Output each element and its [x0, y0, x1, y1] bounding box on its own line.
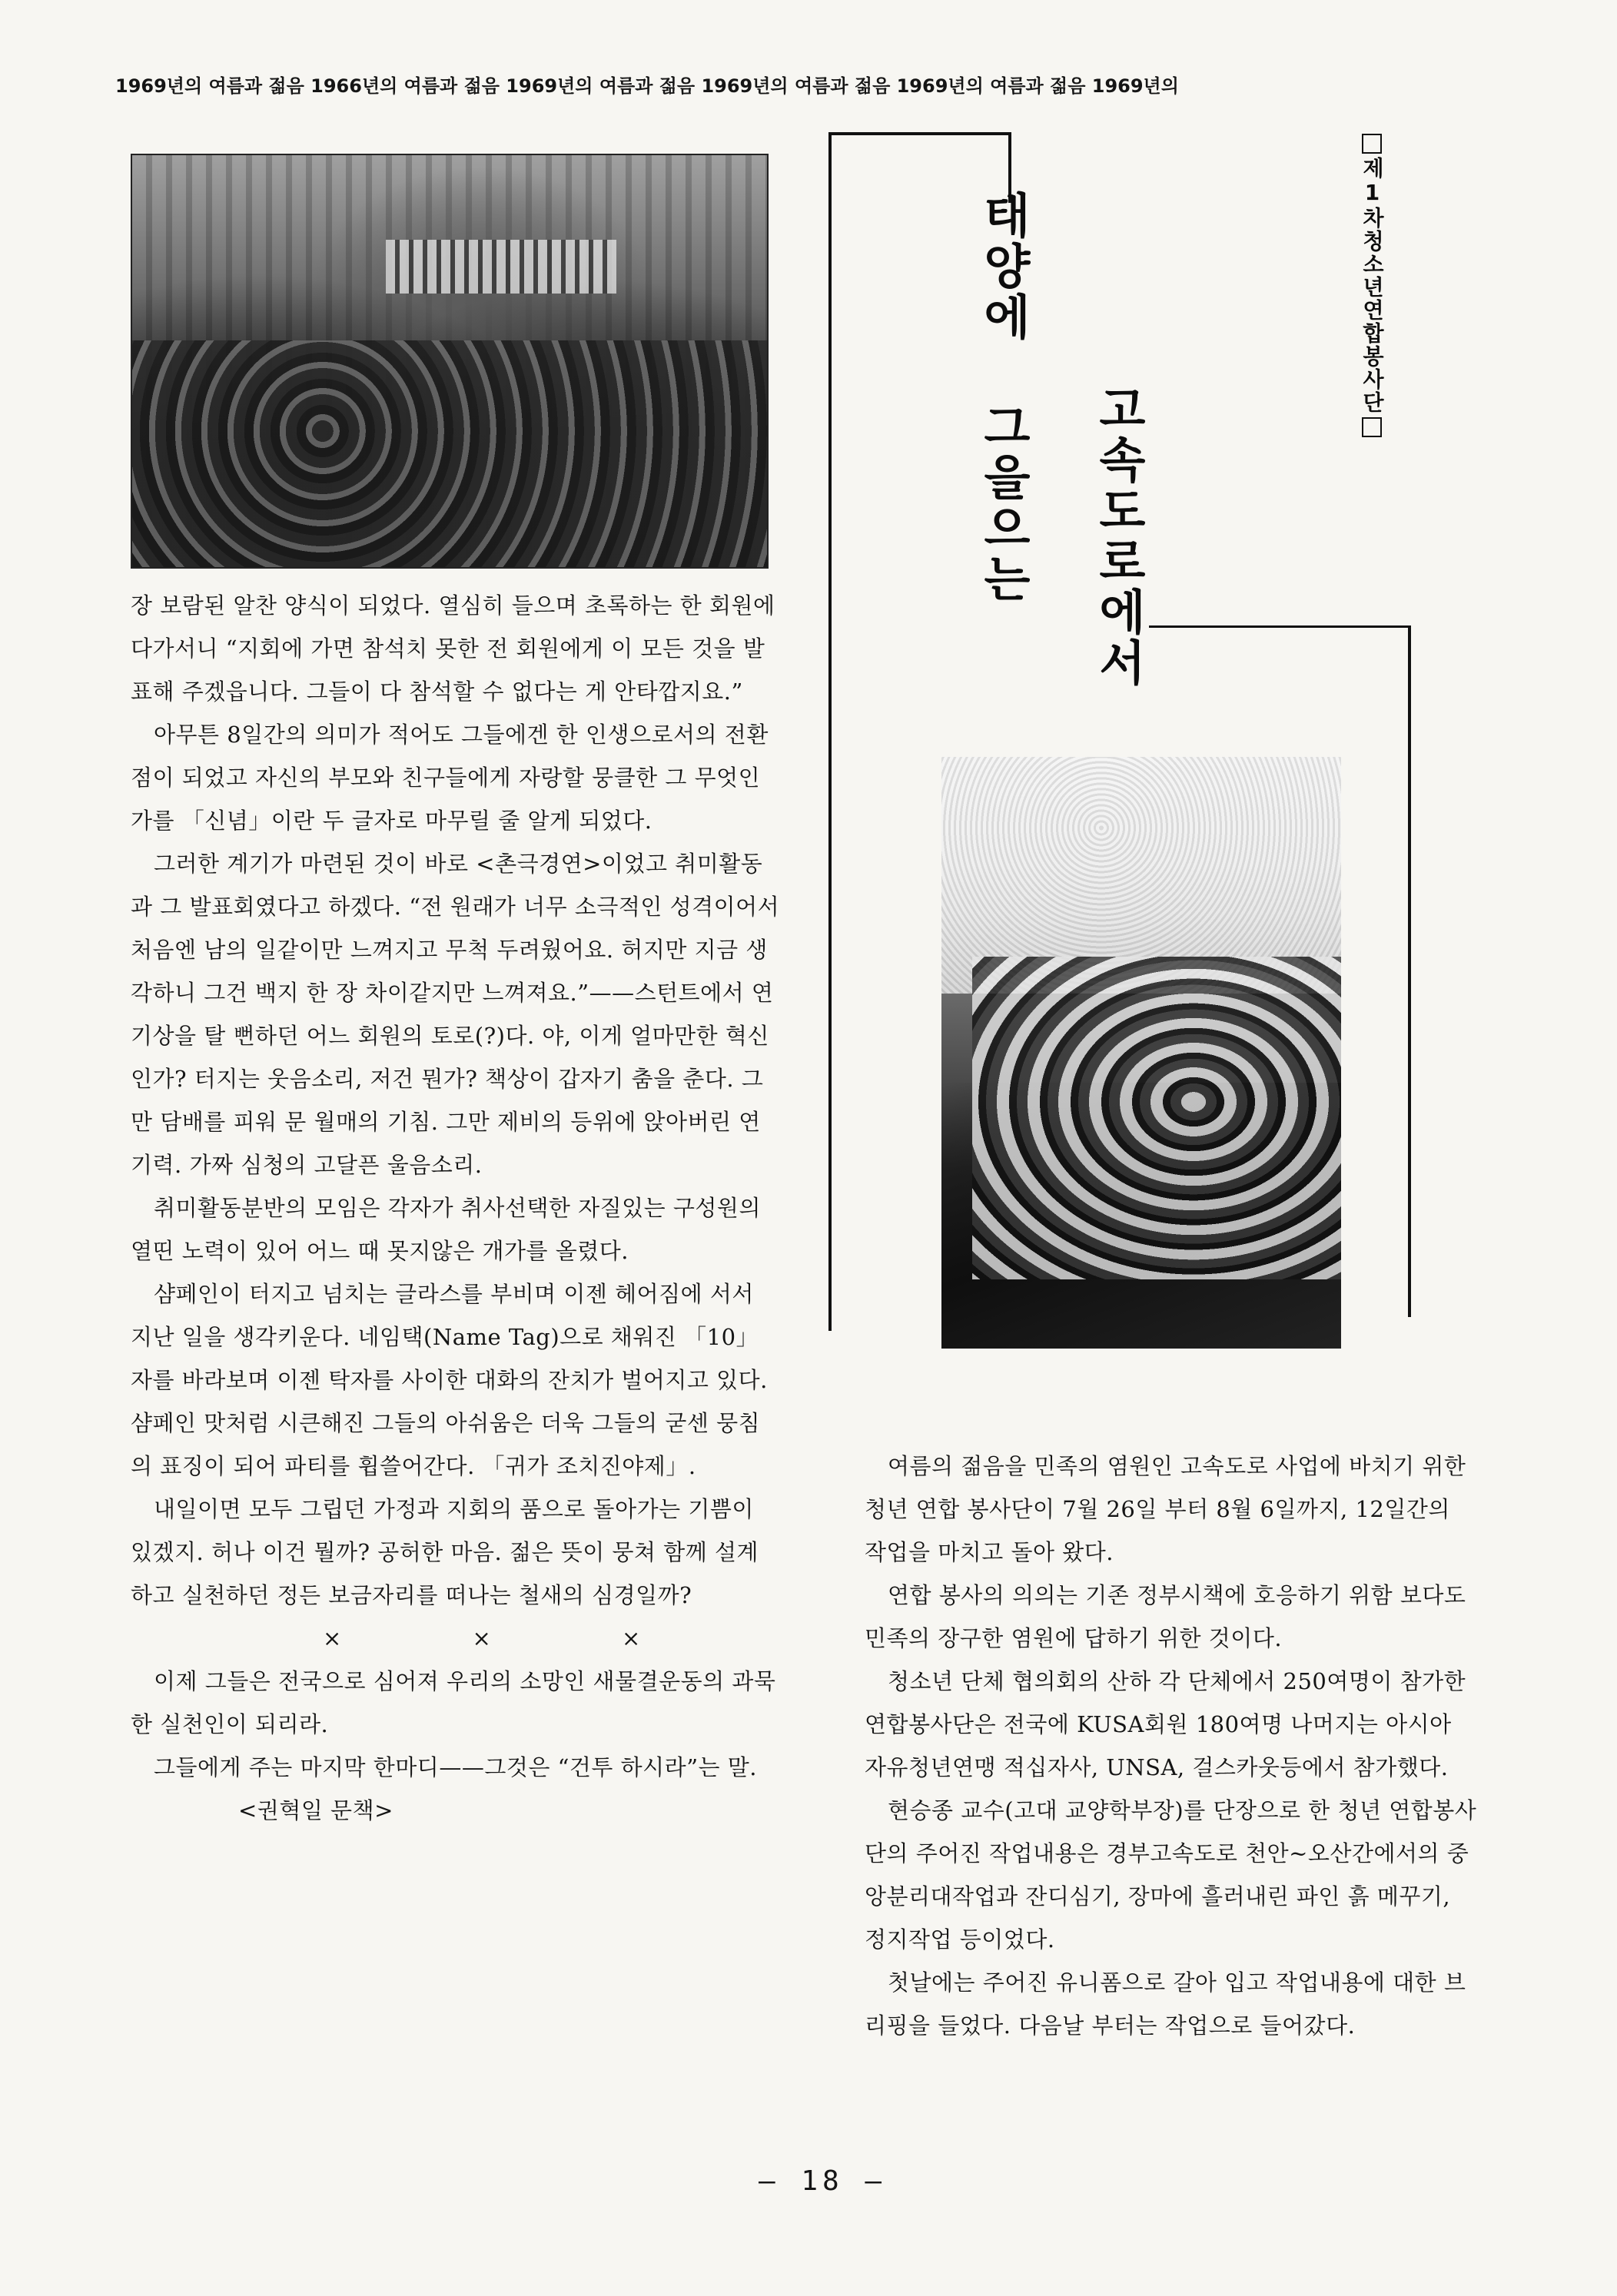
title-frame-left [828, 132, 832, 1331]
running-header: 1969년의 여름과 젊음 1966년의 여름과 젊음 1969년의 여름과 젊음 1969년의 여름과 젊음 1969년의 여름과 젊음 1969년의 [115, 75, 1179, 97]
paragraph: 아무튼 8일간의 의미가 적어도 그들에겐 한 인생으로서의 전환점이 되었고 자신의 부모와 친구들에게 자랑할 뭉클한 그 무엇인가를 「신념」이란 두 글자로 마무릴 줄 알게 되었다. [131, 722, 769, 834]
paragraph: 청소년 단체 협의회의 산하 각 단체에서 250여명이 참가한 연합봉사단은 전국에 KUSA회원 180여명 나머지는 아시아 자유청년연맹 적십자사, UNSA, 걸스카웃등에서 참가했다. [865, 1668, 1466, 1780]
paragraph: 연합 봉사의 의의는 기존 정부시책에 호응하기 위함 보다도 민족의 장구한 염원에 답하기 위한 것이다. [865, 1582, 1466, 1651]
series-label-text: 제1차청소년연합봉사단 [1360, 157, 1385, 414]
square-bracket-icon [1362, 417, 1382, 437]
meeting-hall-photo [131, 154, 769, 569]
headline-line-2: 고속도로에서 [1091, 384, 1147, 688]
paragraph: 내일이면 모두 그립던 가정과 지회의 품으로 돌아가는 기쁨이 있겠지. 허나 이건 뭘까? 공허한 마음. 젊은 뜻이 뭉쳐 함께 설계하고 실천하던 정든 보금자리를 떠나는 철새의 심경일까? [131, 1496, 759, 1608]
workers-group [972, 957, 1341, 1279]
paragraph: 취미활동분반의 모임은 각자가 취사선택한 자질있는 구성원의 열띤 노력이 있어 어느 때 못지않은 개가를 올렸다. [131, 1195, 761, 1264]
square-bracket-icon [1362, 134, 1382, 154]
paragraph: 장 보람된 알찬 양식이 되었다. 열심히 들으며 초록하는 한 회원에 다가서니 “지회에 가면 참석치 못한 전 회원에게 이 모든 것을 발표해 주겠읍니다. 그들이 다 참석할 수 없다는 게 안타깝지요.” [131, 592, 775, 705]
paragraph [131, 1746, 780, 1832]
closing-remark: 그들에게 주는 마지막 한마디——그것은 “건투 하시라”는 말. [154, 1754, 757, 1780]
paragraph: 이제 그들은 전국으로 심어져 우리의 소망인 새물결운동의 과묵한 실천인이 되리라. [131, 1668, 776, 1737]
byline: <권혁일 문책> [238, 1797, 393, 1823]
section-separator: × × × [323, 1625, 641, 1651]
paragraph: 그러한 계기가 마련된 것이 바로 <촌극경연>이었고 취미활동과 그 발표회였다고 하겠다. “전 원래가 너무 소극적인 성격이어서 처음엔 남의 일같이만 느껴지고 무척 두려웠어요. 허지만 지금 생각하니 그건 백지 한 장 차이같지만 느껴져요.”——스턴트에서 연기상을 탈 뻔하던 어느 회원의 토로(?)다. 야, 이게 얼마만한 혁신인가? 터지는 웃음소리, 저건 뭔가? 책상이 갑자기 춤을 춘다. 그만 담배를 피워 문 월매의 기침. 그만 제비의 등위에 앉아버린 연기력. 가짜 심청의 고달픈 울음소리. [131, 851, 780, 1178]
title-frame-top [828, 132, 1009, 135]
paragraph: 현승종 교수(고대 교양학부장)를 단장으로 한 청년 연합봉사단의 주어진 작업내용은 경부고속도로 천안~오산간에서의 중앙분리대작업과 잔디심기, 장마에 흘러내린 파인 흙 메꾸기, 정지작업 등이었다. [865, 1797, 1477, 1953]
page-number: — 18 — [758, 2165, 887, 2197]
highway-work-photo [941, 757, 1341, 1349]
stage-banner [386, 240, 616, 294]
paragraph: 첫날에는 주어진 유니폼으로 갈아 입고 작업내용에 대한 브리핑을 들었다. 다음날 부터는 작업으로 들어갔다. [865, 1969, 1466, 2039]
headline-line-1: 태양에 그을으는 [975, 191, 1031, 605]
title-frame-right [1408, 625, 1411, 1317]
right-column [865, 1445, 1479, 2047]
title-frame-mid [1149, 625, 1410, 628]
audience [132, 340, 767, 567]
series-label [1359, 131, 1385, 440]
paragraph: 여름의 젊음을 민족의 염원인 고속도로 사업에 바치기 위한 청년 연합 봉사단이 7월 26일 부터 8월 6일까지, 12일간의 작업을 마치고 돌아 왔다. [865, 1453, 1466, 1565]
left-column [131, 584, 780, 1832]
paragraph: 샴페인이 터지고 넘치는 글라스를 부비며 이젠 헤어짐에 서서 지난 일을 생각키운다. 네임택(Name Tag)으로 채워진 「10」자를 바라보며 이젠 탁자를 사이한 대화의 잔치가 벌어지고 있다. 샴페인 맛처럼 시큰해진 그들의 아쉬움은 더욱 그들의 굳센 뭉침의 표징이 되어 파티를 휩쓸어간다. 「귀가 조치진야제」. [131, 1281, 768, 1479]
